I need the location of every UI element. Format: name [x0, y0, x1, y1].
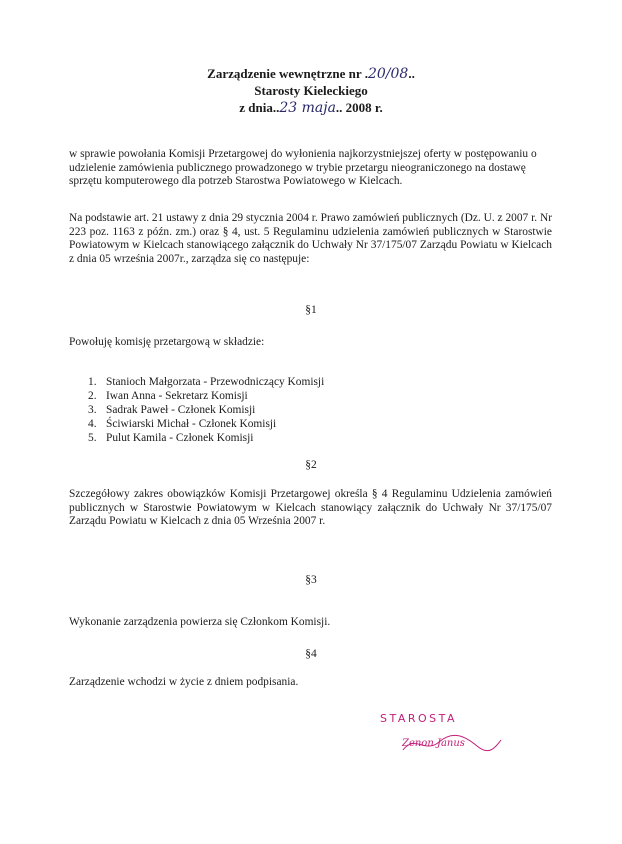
section-1-mark: §1	[305, 304, 317, 316]
section-3-mark: §3	[305, 574, 317, 586]
list-number: 1.	[88, 376, 97, 388]
handwritten-number: 20/08	[367, 66, 409, 82]
member-name: Ściwiarski Michał - Członek Komisji	[106, 418, 277, 430]
number-dots: .	[364, 66, 368, 81]
handwritten-date: 23 maja	[279, 100, 336, 116]
section-4-mark: §4	[305, 648, 317, 660]
section-4-text: Zarządzenie wchodzi w życie z dniem podpisania.	[69, 676, 299, 688]
member-name: Sadrak Paweł - Członek Komisji	[106, 404, 256, 416]
subject-paragraph: w sprawie powołania Komisji Przetargowej do wyłonienia najkorzystniejszej oferty w postępowaniu o udzielenie zamówienia publicznego prowadzonego w trybie przetargu nieograniczonego na dostawę sprzętu komputerowego dla potrzeb Starostwa Powiatowego w Kielcach.	[69, 148, 537, 187]
section-1-text: Powołuję komisję przetargową w składzie:	[69, 336, 265, 348]
list-number: 5.	[88, 432, 97, 444]
legal-basis-paragraph: Na podstawie art. 21 ustawy z dnia 29 stycznia 2004 r. Prawo zamówień publicznych (Dz. U. z 2007 r. Nr 223 poz. 1163 z późn. zm.) oraz § 4, ust. 5 Regulaminu udzielenia zamówień publicznych w Starostwie Powiatowym w Kielcach stanowiącego załącznik do Uchwały Nr 37/175/07 Zarządu Powiatu w Kielcach z dnia 05 września 2007r., zarządza się co następuje:	[69, 212, 552, 265]
list-item	[88, 403, 324, 417]
member-name: Iwan Anna - Sekretarz Komisji	[106, 390, 248, 402]
starosta-stamp: STAROSTA	[380, 712, 458, 725]
title-line-3	[0, 100, 622, 116]
member-name: Pulut Kamila - Członek Komisji	[106, 432, 254, 444]
date-suffix: .. 2008 r.	[335, 100, 383, 115]
section-2-mark: §2	[305, 459, 317, 471]
member-name: Stanioch Małgorzata - Przewodniczący Komisji	[106, 376, 325, 388]
date-dots: ..	[272, 100, 280, 115]
title-line-1	[0, 66, 622, 82]
list-item	[88, 417, 324, 431]
title-suffix: ..	[408, 66, 415, 81]
signature-name: Zenon Janus	[402, 738, 465, 749]
title-line-2: Starosty Kieleckiego	[254, 83, 368, 98]
list-number: 2.	[88, 390, 97, 402]
list-number: 4.	[88, 418, 97, 430]
list-item	[88, 375, 324, 389]
section-3-text: Wykonanie zarządzenia powierza się Członkom Komisji.	[69, 616, 331, 628]
list-item	[88, 389, 324, 403]
date-prefix: z dnia	[239, 100, 273, 115]
section-2-text: Szczegółowy zakres obowiązków Komisji Przetargowej określa § 4 Regulaminu Udzielenia zamówień publicznych w Starostwie Powiatowym w Kielcach stanowiący załącznik do Uchwały Nr 37/175/07 Zarządu Powiatu w Kielcach z dnia 05 Września 2007 r.	[69, 488, 552, 527]
list-number: 3.	[88, 404, 97, 416]
members-list	[88, 375, 324, 445]
title-text: Zarządzenie wewnętrzne nr	[207, 66, 362, 81]
list-item	[88, 431, 324, 445]
